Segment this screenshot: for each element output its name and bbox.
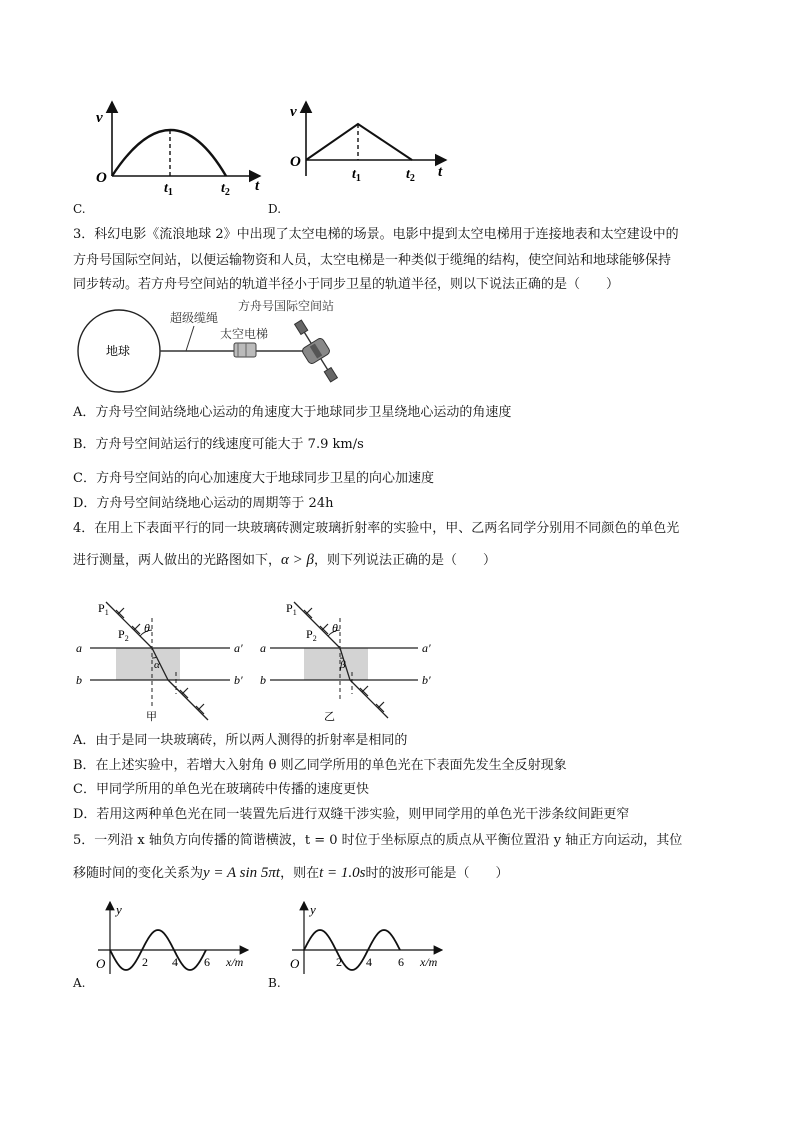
q5-stem-line-1: 5．一列沿 x 轴负方向传播的简谐横波，t = 0 时位于坐标原点的质点从平衡位置沿 y 轴正方向运动，其位 [73, 833, 683, 848]
q4-stem-line-2 [73, 551, 496, 570]
light-path-figure-jia [70, 596, 260, 724]
svg-text:t1 [352, 167, 361, 184]
b-label: b [76, 673, 82, 687]
svg-text:t2 [221, 181, 230, 198]
t2-label: t [406, 167, 410, 182]
q4-option-a: A．由于是同一块玻璃砖，所以两人测得的折射率是相同的 [73, 733, 408, 748]
elevator-cabin [234, 343, 256, 357]
q3-option-d: D．方舟号空间站绕地心运动的周期等于 24h [73, 496, 334, 511]
origin-label: O [290, 956, 300, 971]
q4-option-b: B．在上述实验中，若增大入射角 θ 则乙同学所用的单色光在下表面先发生全反射现象 [73, 758, 567, 773]
b-label: b [260, 673, 266, 687]
p1-sub: 1 [104, 608, 109, 617]
q4-stem-post: ，则下列说法正确的是（ ） [313, 553, 496, 568]
q4-stem-pre: 进行测量，两人做出的光路图如下， [73, 553, 282, 568]
tick-4: 4 [366, 955, 372, 969]
origin-label: O [290, 154, 301, 170]
p1-label: P [98, 601, 105, 615]
axis-v-label: v [290, 104, 297, 120]
q5-stem-mid: ，则在 [280, 866, 320, 881]
b-prime-label: b′ [234, 673, 243, 687]
q4-stem-math: α > β [281, 552, 314, 568]
svg-text:t1 [164, 181, 173, 198]
q2-graph-d [284, 96, 454, 200]
q2-option-d: D. [268, 202, 282, 216]
glass-brick [116, 648, 180, 680]
cable-label: 超级缆绳 [170, 311, 219, 325]
t1-label: t [164, 181, 168, 196]
figure-label-yi: 乙 [324, 710, 335, 723]
q5-stem-line-2 [73, 864, 509, 883]
light-path-figure-yi [258, 596, 448, 724]
earth-label: 地球 [106, 344, 131, 358]
t2-sub: 2 [409, 173, 415, 184]
svg-text:t2 [406, 167, 415, 184]
b-prime-label: b′ [422, 673, 431, 687]
svg-text:P2 [118, 627, 129, 643]
tick-2: 2 [142, 955, 148, 969]
theta-label: θ [332, 621, 338, 635]
tick-4: 4 [172, 955, 178, 969]
axis-y-label: y [310, 902, 316, 917]
p1-sub: 1 [292, 608, 297, 617]
p2-label: P [118, 627, 125, 641]
q3-option-b: B．方舟号空间站运行的线速度可能大于 7.9 km/s [73, 437, 364, 452]
alpha-label: α [154, 659, 160, 671]
axis-t-label: t [255, 178, 260, 194]
q5-option-a: A. [73, 976, 86, 990]
origin-label: O [96, 956, 106, 971]
p2-label: P [306, 627, 313, 641]
space-elevator-figure [76, 296, 376, 400]
q5-stem-post: 时的波形可能是（ ） [365, 866, 509, 881]
q5-stem-pre: 移随时间的变化关系为 [73, 866, 204, 881]
beta-label: β [340, 659, 346, 671]
q3-stem-line-3: 同步转动。若方舟号空间站的轨道半径小于同步卫星的轨道半径，则以下说法正确的是（ ） [73, 277, 620, 292]
q5-wave-graph-a [88, 898, 258, 978]
a-label: a [76, 641, 82, 655]
axis-t-label: t [438, 164, 443, 180]
q5-stem-math-2: t = 1.0s [319, 865, 366, 881]
figure-label-jia: 甲 [146, 710, 157, 723]
q5-wave-graph-b [282, 898, 452, 978]
t2-sub: 2 [224, 187, 230, 198]
q4-option-c: C．甲同学所用的单色光在玻璃砖中传播的速度更快 [73, 782, 369, 797]
q3-option-c: C．方舟号空间站的向心加速度大于地球同步卫星的向心加速度 [73, 471, 434, 486]
tick-2: 2 [336, 955, 342, 969]
theta-label: θ [144, 621, 150, 635]
tick-6: 6 [204, 955, 210, 969]
tick-6: 6 [398, 955, 404, 969]
t2-label: t [221, 181, 225, 196]
a-label: a [260, 641, 266, 655]
q4-stem-line-1: 4．在用上下表面平行的同一块玻璃砖测定玻璃折射率的实验中，甲、乙两名同学分别用不同颜色的单色光 [73, 521, 680, 536]
q5-option-b: B. [268, 976, 281, 990]
axis-v-label: v [96, 110, 103, 126]
p2-sub: 2 [312, 634, 317, 643]
q3-stem-line-1: 3．科幻电影《流浪地球 2》中出现了太空电梯的场景。电影中提到太空电梯用于连接地表和太空建设中的 [73, 227, 679, 242]
axis-x-label: x/m [420, 955, 438, 969]
origin-label: O [96, 170, 107, 186]
q3-option-a: A．方舟号空间站绕地心运动的角速度大于地球同步卫星绕地心运动的角速度 [73, 405, 512, 420]
a-prime-label: a′ [234, 641, 243, 655]
axis-y-label: y [116, 902, 122, 917]
station-label: 方舟号国际空间站 [238, 299, 335, 313]
a-prime-label: a′ [422, 641, 431, 655]
t1-label: t [352, 167, 356, 182]
svg-text:P2 [306, 627, 317, 643]
cable-pointer [186, 326, 194, 351]
p1-label: P [286, 601, 293, 615]
axis-x-label: x/m [226, 955, 244, 969]
glass-brick [304, 648, 368, 680]
elevator-label: 太空电梯 [220, 327, 269, 341]
q4-option-d: D．若用这两种单色光在同一装置先后进行双缝干涉实验，则甲同学用的单色光干涉条纹间距更窄 [73, 807, 630, 822]
q5-stem-math: y = A sin 5πt [203, 865, 281, 881]
q2-graph-c [90, 96, 270, 200]
q2-option-c: C. [73, 202, 86, 216]
t1-sub: 1 [355, 173, 361, 184]
t1-sub: 1 [167, 187, 173, 198]
p2-sub: 2 [124, 634, 129, 643]
q3-stem-line-2: 方舟号国际空间站，以便运输物资和人员，太空电梯是一种类似于缆绳的结构，使空间站和地球能够保持 [73, 253, 672, 268]
